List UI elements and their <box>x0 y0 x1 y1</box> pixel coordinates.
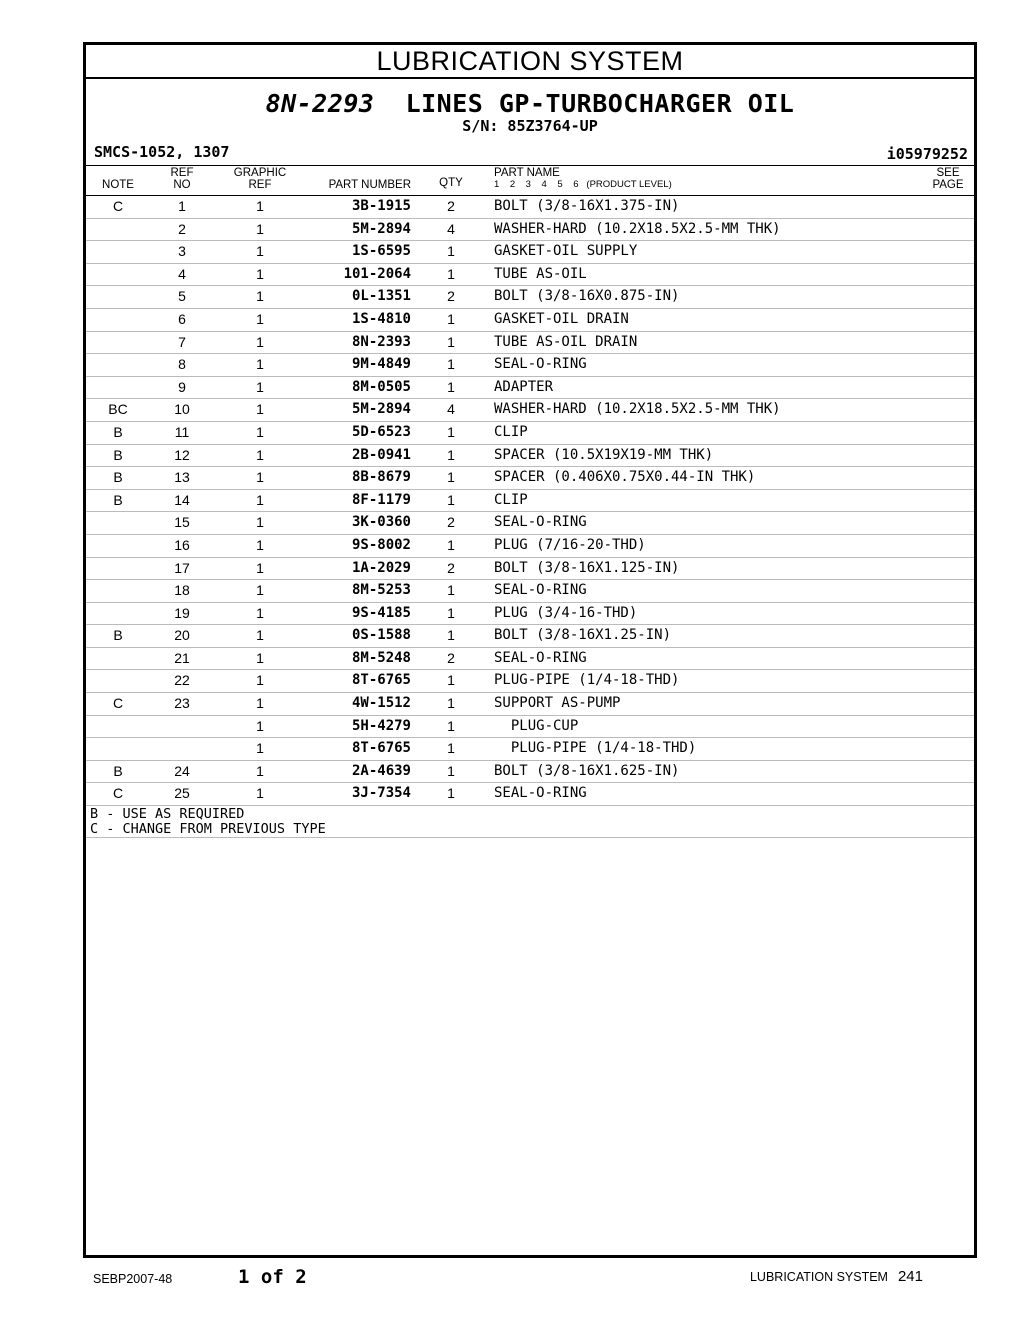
table-row <box>86 716 974 739</box>
table-row <box>86 783 974 806</box>
part-name-cell: SUPPORT AS-PUMP <box>494 695 621 712</box>
serial-number: S/N: 85Z3764-UP <box>462 117 598 135</box>
part-number-cell: 5H-4279 <box>351 717 411 734</box>
parts-table-body <box>86 196 974 806</box>
graphic-ref-cell: 1 <box>256 333 264 350</box>
illustration-id: i05979252 <box>886 145 968 163</box>
part-name-cell: PLUG-PIPE (1/4-18-THD) <box>494 740 697 757</box>
part-number-cell: 8B-8679 <box>351 469 411 486</box>
graphic-ref-cell: 1 <box>256 423 264 440</box>
table-row <box>86 648 974 671</box>
part-number-cell: 1S-6595 <box>351 243 411 260</box>
ref-no-cell: 17 <box>174 559 190 576</box>
qty-cell: 1 <box>447 762 455 779</box>
col-graphic-bottom: REF <box>248 179 272 191</box>
ref-no-cell: 9 <box>178 378 186 395</box>
part-name-cell: SEAL-O-RING <box>494 514 587 531</box>
qty-cell: 1 <box>447 582 455 599</box>
graphic-ref-cell: 1 <box>256 762 264 779</box>
part-name-cell: SEAL-O-RING <box>494 649 587 666</box>
ref-no-cell: 8 <box>178 356 186 373</box>
table-row <box>86 377 974 400</box>
graphic-ref-cell: 1 <box>256 740 264 757</box>
note-cell: C <box>112 198 124 214</box>
part-number-cell: 101-2064 <box>343 265 411 282</box>
table-row <box>86 309 974 332</box>
ref-no-cell: 18 <box>174 582 190 599</box>
part-name-cell: BOLT (3/8-16X1.25-IN) <box>494 627 672 644</box>
col-ref-bottom: NO <box>173 179 191 191</box>
graphic-ref-cell: 1 <box>256 785 264 802</box>
table-row <box>86 670 974 693</box>
part-name-cell: PLUG (3/4-16-THD) <box>494 604 638 621</box>
graphic-ref-cell: 1 <box>256 265 264 282</box>
graphic-ref-cell: 1 <box>256 672 264 689</box>
part-number-cell: 0L-1351 <box>351 288 411 305</box>
ref-no-cell: 13 <box>174 469 190 486</box>
graphic-ref-cell: 1 <box>256 536 264 553</box>
part-number-cell: 8T-6765 <box>351 672 411 689</box>
part-name-cell: PLUG-CUP <box>494 717 579 734</box>
table-row <box>86 693 974 716</box>
note-cell: BC <box>108 401 128 418</box>
ref-no-cell: 1 <box>178 198 186 214</box>
ref-no-cell: 23 <box>174 695 190 712</box>
qty-cell: 1 <box>447 243 455 260</box>
note-cell: B <box>113 762 123 779</box>
table-row <box>86 399 974 422</box>
footer-page-number: 241 <box>897 1268 923 1285</box>
col-note: NOTE <box>102 179 134 191</box>
qty-cell: 2 <box>447 198 455 214</box>
ref-no-cell: 3 <box>178 243 186 260</box>
ref-no-cell: 16 <box>174 536 190 553</box>
part-number-cell: 8F-1179 <box>351 491 411 508</box>
qty-cell: 1 <box>447 672 455 689</box>
ref-no-cell: 7 <box>178 333 186 350</box>
ref-no-cell: 5 <box>178 288 186 305</box>
table-row <box>86 286 974 309</box>
part-number-cell: 2B-0941 <box>351 446 411 463</box>
qty-cell: 1 <box>447 378 455 395</box>
note-cell: B <box>113 491 123 508</box>
ref-no-cell: 21 <box>174 649 190 666</box>
table-row <box>86 558 974 581</box>
part-name-cell: SEAL-O-RING <box>494 785 587 802</box>
part-name-cell: BOLT (3/8-16X1.625-IN) <box>494 762 680 779</box>
graphic-ref-cell: 1 <box>256 288 264 305</box>
part-name-cell: SEAL-O-RING <box>494 356 587 373</box>
part-number-cell: 8N-2393 <box>351 333 411 350</box>
qty-cell: 1 <box>447 469 455 486</box>
part-number-cell: 8M-0505 <box>351 378 411 395</box>
graphic-ref-cell: 1 <box>256 243 264 260</box>
qty-cell: 1 <box>447 785 455 802</box>
table-row <box>86 196 974 219</box>
part-name-cell: ADAPTER <box>494 378 554 395</box>
part-name-cell: PLUG-PIPE (1/4-18-THD) <box>494 672 680 689</box>
ref-no-cell: 25 <box>174 785 190 802</box>
group-title <box>86 91 974 117</box>
footer-section: LUBRICATION SYSTEM <box>749 1270 888 1284</box>
qty-cell: 2 <box>447 288 455 305</box>
part-name-cell: GASKET-OIL SUPPLY <box>494 243 638 260</box>
part-name-cell: SEAL-O-RING <box>494 582 587 599</box>
part-name-cell: BOLT (3/8-16X0.875-IN) <box>494 288 680 305</box>
part-name-cell: GASKET-OIL DRAIN <box>494 310 629 327</box>
part-name-cell: TUBE AS-OIL <box>494 265 587 282</box>
graphic-ref-cell: 1 <box>256 446 264 463</box>
part-number-cell: 3J-7354 <box>351 785 411 802</box>
part-name-cell: CLIP <box>494 491 528 508</box>
footer-page-of: 1 of 2 <box>238 1266 307 1288</box>
table-row <box>86 264 974 287</box>
parts-page-frame <box>83 42 977 1258</box>
part-number-cell: 2A-4639 <box>351 762 411 779</box>
ref-no-cell: 19 <box>174 604 190 621</box>
section-title: LUBRICATION SYSTEM <box>86 45 974 79</box>
smcs-row <box>86 143 974 166</box>
qty-cell: 1 <box>447 536 455 553</box>
part-number-cell: 1S-4810 <box>351 310 411 327</box>
qty-cell: 4 <box>447 220 455 237</box>
graphic-ref-cell: 1 <box>256 310 264 327</box>
col-part-number: PART NUMBER <box>328 179 411 191</box>
ref-no-cell: 2 <box>178 220 186 237</box>
part-number-cell: 9M-4849 <box>351 356 411 373</box>
footer-right <box>750 1268 923 1285</box>
col-product-levels: 1 2 3 4 5 6 (PRODUCT LEVEL) <box>494 179 672 190</box>
footer-doc-id: SEBP2007-48 <box>93 1272 173 1286</box>
table-row <box>86 241 974 264</box>
graphic-ref-cell: 1 <box>256 514 264 531</box>
qty-cell: 1 <box>447 604 455 621</box>
qty-cell: 1 <box>447 310 455 327</box>
table-row <box>86 625 974 648</box>
part-name-cell: WASHER-HARD (10.2X18.5X2.5-MM THK) <box>494 220 781 237</box>
note-cell: B <box>113 627 123 644</box>
part-number-cell: 3B-1915 <box>351 198 411 214</box>
graphic-ref-cell: 1 <box>256 582 264 599</box>
col-see-top: SEE <box>936 167 960 179</box>
graphic-ref-cell: 1 <box>256 198 264 214</box>
qty-cell: 1 <box>447 265 455 282</box>
part-name-cell: CLIP <box>494 423 528 440</box>
notes-legend <box>86 806 974 838</box>
qty-cell: 1 <box>447 491 455 508</box>
note-cell: B <box>113 469 123 486</box>
col-part-name: PART NAME <box>494 167 560 179</box>
table-row <box>86 738 974 761</box>
part-number-cell: 8T-6765 <box>351 740 411 757</box>
part-name-cell: PLUG (7/16-20-THD) <box>494 536 646 553</box>
graphic-ref-cell: 1 <box>256 559 264 576</box>
graphic-ref-cell: 1 <box>256 649 264 666</box>
table-row <box>86 467 974 490</box>
part-number-cell: 8M-5248 <box>351 649 411 666</box>
smcs-code: SMCS-1052, 1307 <box>94 143 230 161</box>
part-number-cell: 5M-2894 <box>351 401 411 418</box>
group-name: LINES GP-TURBOCHARGER OIL <box>405 89 795 118</box>
ref-no-cell: 6 <box>178 310 186 327</box>
ref-no-cell: 22 <box>174 672 190 689</box>
group-part-number: 8N-2293 <box>265 89 375 118</box>
part-number-cell: 1A-2029 <box>351 559 411 576</box>
part-name-cell: SPACER (0.406X0.75X0.44-IN THK) <box>494 469 756 486</box>
table-row <box>86 512 974 535</box>
qty-cell: 1 <box>447 695 455 712</box>
part-name-cell: BOLT (3/8-16X1.125-IN) <box>494 559 680 576</box>
note-cell: C <box>112 695 124 712</box>
graphic-ref-cell: 1 <box>256 491 264 508</box>
table-row <box>86 535 974 558</box>
part-name-cell: TUBE AS-OIL DRAIN <box>494 333 638 350</box>
part-name-cell: BOLT (3/8-16X1.375-IN) <box>494 198 680 214</box>
table-row <box>86 219 974 242</box>
ref-no-cell: 4 <box>178 265 186 282</box>
qty-cell: 1 <box>447 627 455 644</box>
qty-cell: 1 <box>447 333 455 350</box>
part-number-cell: 0S-1588 <box>351 627 411 644</box>
qty-cell: 1 <box>447 446 455 463</box>
ref-no-cell: 12 <box>174 446 190 463</box>
graphic-ref-cell: 1 <box>256 401 264 418</box>
graphic-ref-cell: 1 <box>256 220 264 237</box>
ref-no-cell: 11 <box>174 423 190 440</box>
part-number-cell: 5M-2894 <box>351 220 411 237</box>
table-row <box>86 761 974 784</box>
graphic-ref-cell: 1 <box>256 356 264 373</box>
ref-no-cell: 15 <box>174 514 190 531</box>
qty-cell: 2 <box>447 649 455 666</box>
qty-cell: 1 <box>447 717 455 734</box>
table-row <box>86 332 974 355</box>
ref-no-cell: 14 <box>174 491 190 508</box>
col-see-bottom: PAGE <box>932 179 964 191</box>
graphic-ref-cell: 1 <box>256 627 264 644</box>
note-cell: B <box>113 446 123 463</box>
table-row <box>86 490 974 513</box>
table-header <box>86 166 974 196</box>
table-row <box>86 445 974 468</box>
col-qty: QTY <box>439 177 463 189</box>
note-cell: C <box>112 785 124 802</box>
table-row <box>86 580 974 603</box>
part-name-cell: WASHER-HARD (10.2X18.5X2.5-MM THK) <box>494 401 781 418</box>
note-b: B - USE AS REQUIRED <box>90 806 245 823</box>
graphic-ref-cell: 1 <box>256 604 264 621</box>
part-number-cell: 5D-6523 <box>351 423 411 440</box>
qty-cell: 4 <box>447 401 455 418</box>
part-number-cell: 8M-5253 <box>351 582 411 599</box>
part-number-cell: 3K-0360 <box>351 514 411 531</box>
part-name-cell: SPACER (10.5X19X19-MM THK) <box>494 446 714 463</box>
part-number-cell: 9S-8002 <box>351 536 411 553</box>
graphic-ref-cell: 1 <box>256 717 264 734</box>
ref-no-cell: 10 <box>174 401 190 418</box>
note-cell: B <box>113 423 123 440</box>
part-number-cell: 4W-1512 <box>351 695 411 712</box>
col-ref-top: REF <box>170 167 194 179</box>
note-c: C - CHANGE FROM PREVIOUS TYPE <box>90 821 326 838</box>
qty-cell: 1 <box>447 423 455 440</box>
col-graphic-top: GRAPHIC <box>233 167 287 179</box>
ref-no-cell: 24 <box>174 762 190 779</box>
table-row <box>86 422 974 445</box>
part-number-cell: 9S-4185 <box>351 604 411 621</box>
graphic-ref-cell: 1 <box>256 378 264 395</box>
graphic-ref-cell: 1 <box>256 469 264 486</box>
qty-cell: 1 <box>447 740 455 757</box>
ref-no-cell: 20 <box>174 627 190 644</box>
table-row <box>86 354 974 377</box>
qty-cell: 2 <box>447 514 455 531</box>
table-row <box>86 603 974 626</box>
qty-cell: 2 <box>447 559 455 576</box>
qty-cell: 1 <box>447 356 455 373</box>
graphic-ref-cell: 1 <box>256 695 264 712</box>
